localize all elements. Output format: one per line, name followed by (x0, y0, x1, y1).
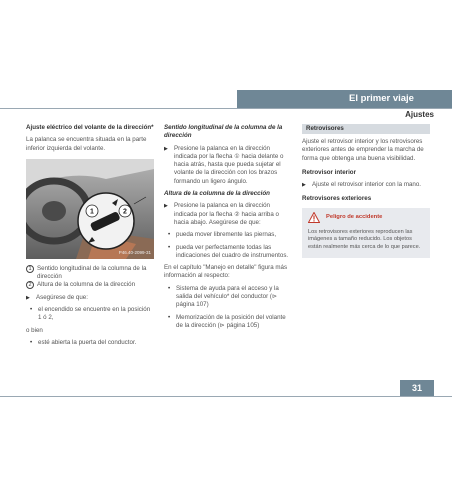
footer-rule (0, 396, 452, 397)
interior-mirror-heading: Retrovisor interior (302, 168, 356, 176)
legend-number-2: 2 (26, 281, 34, 289)
bullet-door: • esté abierta la puerta del conductor. (26, 339, 154, 347)
column-steering-directions (164, 124, 292, 330)
bullet-legs: • pueda mover libremente las piernas, (164, 231, 292, 239)
page-number: 31 (400, 380, 434, 397)
legend-text-2: Altura de la columna de la dirección (37, 281, 136, 289)
steering-heading: Ajuste eléctrico del volante de la dirección* (26, 124, 154, 131)
legend-text-1: Sentido longitudinal de la columna de la dirección (37, 264, 147, 281)
svg-text:1: 1 (90, 208, 94, 216)
warning-title: Peligro de accidente (326, 214, 383, 221)
legend-number-1: 1 (26, 265, 34, 273)
exterior-mirror-heading: Retrovisores exteriores (302, 195, 372, 203)
chapter-reference: En el capítulo "Manejo en detalle" figura más información al respecto: (164, 264, 288, 280)
interior-mirror-step: ▶ Ajuste el retrovisor interior con la mano. (302, 181, 430, 189)
bullet-ignition: • el encendido se encuentre en la posición 1 ó 2, (26, 306, 154, 323)
mirrors-box-title: Retrovisores (302, 124, 430, 134)
column-mirrors (302, 124, 430, 258)
warning-text: Los retrovisores exteriores reproducen las imágenes a tamaño reducido. Los objetos están realmente más cerca de lo que parece. (308, 228, 421, 250)
steering-photo-illustration (26, 159, 154, 259)
steering-column-figure (26, 159, 154, 259)
warning-box (302, 208, 430, 258)
chapter-tab: El primer viaje (237, 90, 452, 108)
or-text: o bien (26, 326, 43, 334)
instruction-ensure: ▶ Asegúrese de que: (26, 294, 154, 302)
svg-text:2: 2 (123, 208, 127, 216)
warning-header (302, 208, 430, 227)
warning-triangle-icon (308, 212, 320, 223)
mirrors-text: Ajuste el retrovisor interior y los retrovisores exteriores antes de emprender la marcha de forma que obtenga una buena visibilidad. (302, 138, 424, 162)
steering-intro: La palanca se encuentra situada en la parte inferior izquierda del volante. (26, 136, 147, 152)
height-heading: Altura de la columna de la dirección (164, 190, 270, 198)
bullet-instruments: • pueda ver perfectamente todas las indicaciones del cuadro de instrumentos. (164, 244, 292, 261)
longitudinal-step: ▶ Presione la palanca en la dirección indicada por la flecha ① hacia delante o hacia atrás, hasta que pueda sujetar el volante de la dirección con los brazos formando un ligero ángulo. (164, 145, 292, 186)
header-rule (0, 108, 452, 109)
bullet-memory: • Memorización de la posición del volante de la dirección (⊳ página 105) (164, 314, 292, 331)
bullet-entry-aid: • Sistema de ayuda para el acceso y la salida del vehículo* del conductor (⊳ página 107) (164, 285, 292, 310)
height-step: ▶ Presione la palanca en la dirección indicada por la flecha ② hacia arriba o hacia abajo. Asegúrese de que: (164, 202, 292, 227)
section-title: Ajustes (405, 110, 434, 119)
longitudinal-heading: Sentido longitudinal de la columna de la dirección (164, 124, 283, 140)
legend-item-2 (26, 281, 154, 289)
legend-item-1 (26, 265, 154, 282)
figure-code: P46.40-2099-31 (118, 249, 151, 255)
column-steering-adjust (26, 124, 154, 347)
